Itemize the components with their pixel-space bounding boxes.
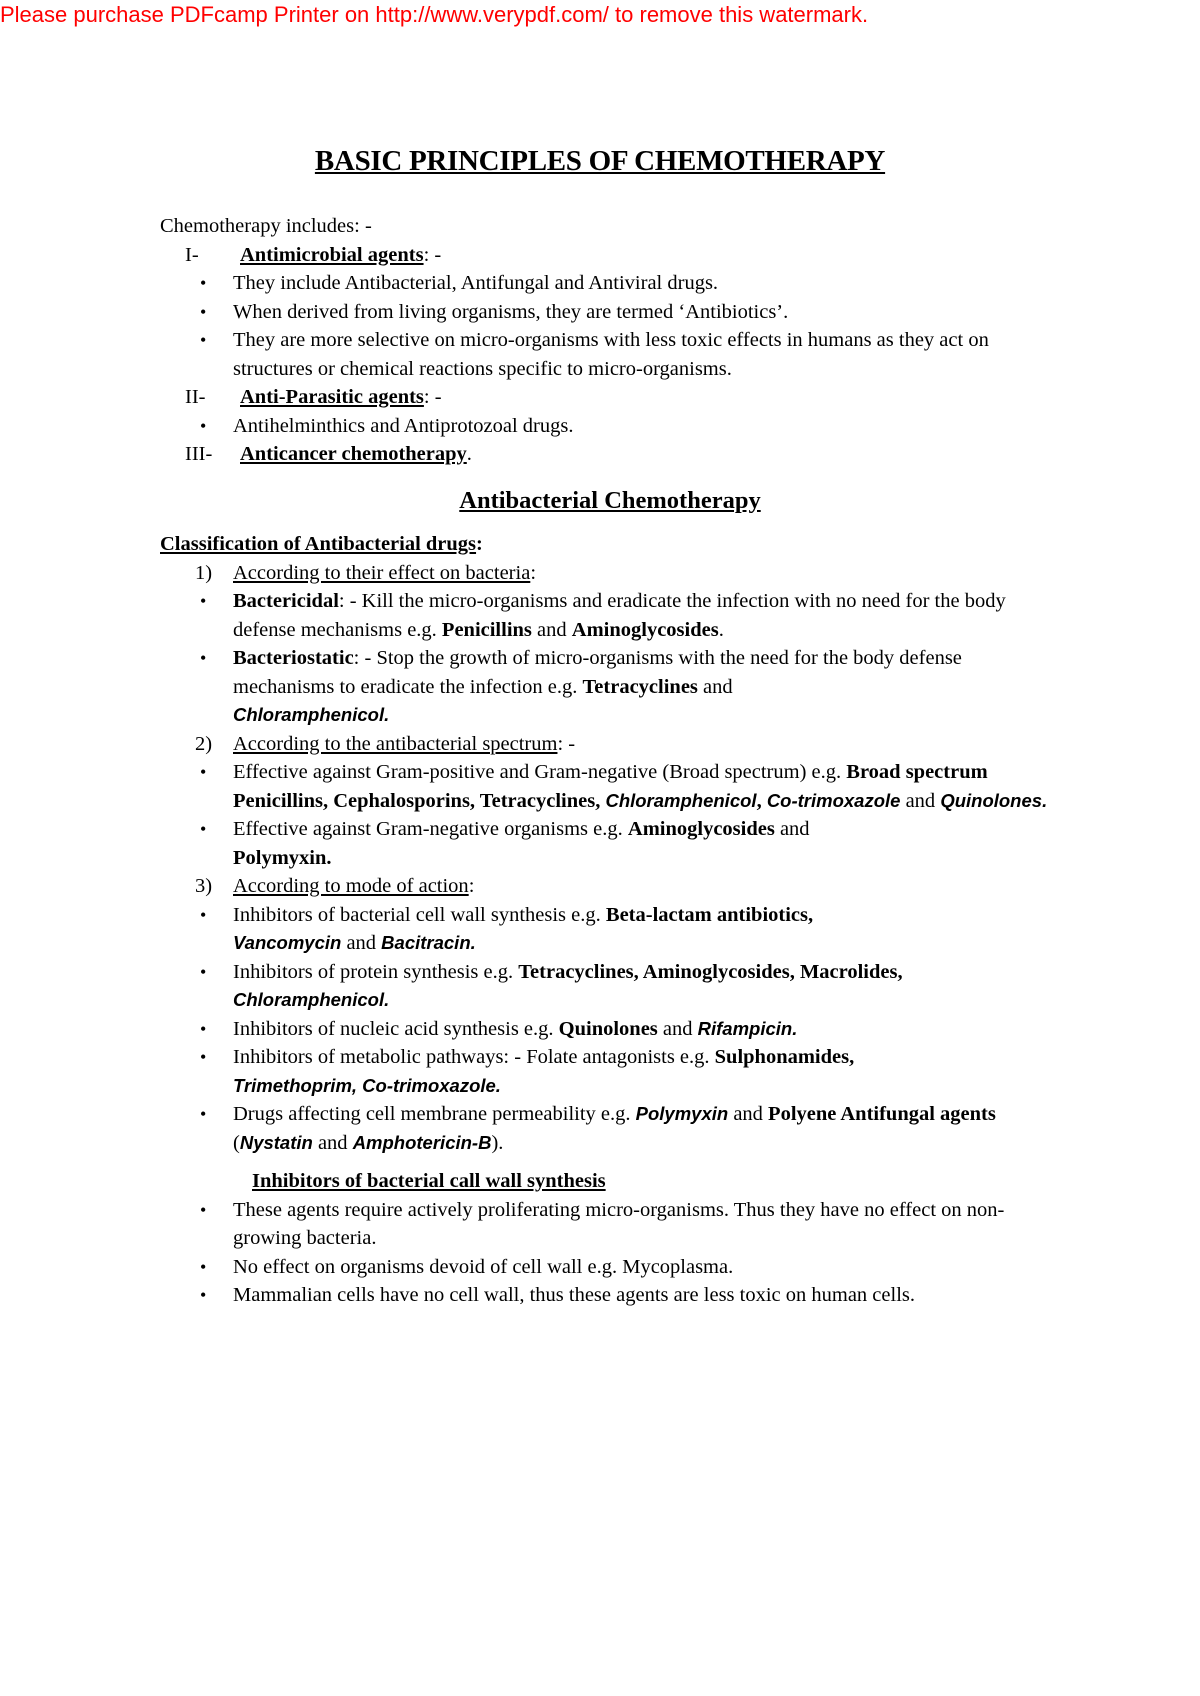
drug: Amphotericin-B xyxy=(352,1131,492,1153)
intro-text: Chemotherapy includes: - xyxy=(160,215,372,237)
list-item-text: They include Antibacterial, Antifungal and Antiviral drugs. xyxy=(233,272,719,294)
item-label: According to the antibacterial spectrum xyxy=(233,732,558,755)
bullet-icon: • xyxy=(200,330,207,350)
list-item-text xyxy=(233,758,1060,815)
list-item-text xyxy=(233,1043,1060,1100)
drug: Bacitracin. xyxy=(381,932,476,953)
item-suffix: : xyxy=(468,875,475,897)
bullet-icon: • xyxy=(200,904,207,925)
term: Bacteriostatic xyxy=(233,647,354,669)
bullet-icon: • xyxy=(200,648,207,668)
text: and xyxy=(657,1017,698,1040)
list-item xyxy=(160,1281,1060,1310)
section-number: III- xyxy=(185,443,213,465)
section-label: Anticancer chemotherapy xyxy=(240,443,467,465)
list-item-text xyxy=(233,1100,1060,1157)
classification-heading xyxy=(160,530,1060,559)
list-item xyxy=(160,326,1060,383)
text: and xyxy=(900,789,941,812)
classification-suffix: : xyxy=(476,533,483,555)
numbered-item-mode xyxy=(160,872,1060,901)
text: , xyxy=(756,789,767,812)
page-title: BASIC PRINCIPLES OF CHEMOTHERAPY xyxy=(314,145,886,177)
list-item-text xyxy=(233,587,1060,644)
list-item-text: No effect on organisms devoid of cell wall e.g. Mycoplasma. xyxy=(233,1255,734,1278)
bullet-icon: • xyxy=(200,762,207,782)
drug: Co-trimoxazole xyxy=(766,789,901,811)
text: : - Stop the growth of micro-organisms with the need for the body defense mechanisms to eradicate the infection e.g. xyxy=(233,647,962,698)
text: ( xyxy=(233,1131,240,1154)
list-item-text: They are more selective on micro-organisms with less toxic effects in humans as they act on structures or chemical reactions specific to micro-organisms. xyxy=(233,329,989,380)
text: Inhibitors of protein synthesis e.g. xyxy=(233,960,519,983)
drug: Polyene Antifungal agents xyxy=(768,1103,996,1125)
list-item xyxy=(160,644,1060,730)
cell-wall-heading-text: Inhibitors of bacterial call wall synthesis xyxy=(252,1170,606,1192)
bullet-icon: • xyxy=(200,415,207,436)
list-item xyxy=(160,1043,1060,1100)
section-antimicrobial xyxy=(160,241,1060,270)
bullet-icon: • xyxy=(200,273,207,293)
list-item xyxy=(160,587,1060,644)
drug: Sulphonamides, xyxy=(714,1046,855,1068)
section-number: II- xyxy=(185,386,206,408)
item-number: 3) xyxy=(195,875,213,897)
text: Effective against Gram-positive and Gram-negative (Broad spectrum) e.g. xyxy=(233,761,847,783)
drug: Aminoglycosides xyxy=(571,618,719,641)
list-item-text xyxy=(233,644,1060,730)
term: Bactericidal xyxy=(233,590,339,612)
drug: Nystatin xyxy=(239,1131,313,1153)
item-suffix: : xyxy=(530,561,537,584)
list-item-text: Mammalian cells have no cell wall, thus these agents are less toxic on human cells. xyxy=(233,1284,915,1306)
list-item xyxy=(160,958,1060,1015)
text: ). xyxy=(491,1131,504,1154)
list-item xyxy=(160,901,1060,958)
drug: Tetracyclines, Aminoglycosides, Macrolides, xyxy=(518,960,903,983)
bullet-icon: • xyxy=(200,301,207,322)
section-suffix: : - xyxy=(423,243,442,266)
list-item xyxy=(160,815,1060,872)
section-suffix: : - xyxy=(423,386,442,408)
bullet-icon: • xyxy=(200,1256,207,1277)
text: Inhibitors of bacterial cell wall synthesis e.g. xyxy=(233,903,606,926)
list-item xyxy=(160,269,1060,298)
cell-wall-heading xyxy=(160,1167,1060,1196)
drug: Chloramphenicol xyxy=(605,789,757,811)
list-item-text: These agents require actively proliferating micro-organisms. Thus they have no effect on non-growing bacteria. xyxy=(233,1198,1005,1249)
drug: Trimethoprim, Co-trimoxazole. xyxy=(233,1074,501,1096)
text: Inhibitors of metabolic pathways: - Folate antagonists e.g. xyxy=(233,1046,715,1068)
section-label: Antimicrobial agents xyxy=(240,243,424,266)
bullet-icon: • xyxy=(200,961,207,982)
bullet-icon: • xyxy=(200,1285,207,1305)
list-item xyxy=(160,1196,1060,1253)
text: and xyxy=(531,618,572,641)
drug: Quinolones xyxy=(558,1017,658,1040)
item-number: 2) xyxy=(195,732,213,755)
list-item xyxy=(160,1253,1060,1282)
text: and xyxy=(774,818,810,840)
list-item xyxy=(160,1100,1060,1157)
section-anticancer xyxy=(160,440,1060,469)
section-suffix: . xyxy=(466,443,472,465)
item-label: According to their effect on bacteria xyxy=(233,561,531,584)
watermark-text: Please purchase PDFcamp Printer on http://www.verypdf.com/ to remove this watermark. xyxy=(0,2,869,27)
list-item-text: Antihelminthics and Antiprotozoal drugs. xyxy=(233,414,574,437)
bullet-icon: • xyxy=(200,1199,207,1220)
list-item xyxy=(160,298,1060,327)
bullet-icon: • xyxy=(200,1018,207,1039)
drug: Chloramphenicol. xyxy=(233,704,390,725)
text: and xyxy=(697,675,733,698)
drug: Broad spectrum Penicillins, Cephalosporins, Tetracyclines, xyxy=(233,761,988,812)
text: . xyxy=(718,618,724,641)
bullet-icon: • xyxy=(200,1104,207,1124)
document-body xyxy=(160,212,1060,1310)
text: and xyxy=(312,1131,353,1154)
list-item-text xyxy=(233,901,1060,958)
drug: Chloramphenicol. xyxy=(233,989,390,1010)
drug: Polymyxin xyxy=(635,1103,729,1124)
text: : - Kill the micro-organisms and eradicate the infection with no need for the body defense mechanisms e.g. xyxy=(233,590,1006,641)
list-item xyxy=(160,1015,1060,1044)
section-antiparasitic xyxy=(160,383,1060,412)
list-item xyxy=(160,412,1060,441)
bullet-icon: • xyxy=(200,819,207,839)
drug: Beta-lactam antibiotics, xyxy=(605,903,814,926)
item-number: 1) xyxy=(195,561,213,584)
list-item-text xyxy=(233,1015,1060,1044)
text: Inhibitors of nucleic acid synthesis e.g. xyxy=(233,1017,559,1040)
drug: Aminoglycosides xyxy=(627,818,775,840)
item-label: According to mode of action xyxy=(233,875,469,897)
drug: Polymyxin. xyxy=(233,846,332,869)
bullet-icon: • xyxy=(200,1047,207,1067)
drug: Quinolones. xyxy=(940,789,1048,811)
list-item xyxy=(160,758,1060,815)
text: and xyxy=(728,1103,769,1125)
drug: Tetracyclines xyxy=(582,675,698,698)
section-label: Anti-Parasitic agents xyxy=(240,386,424,408)
text: and xyxy=(341,932,382,954)
list-item-text xyxy=(233,815,1060,872)
drug: Vancomycin xyxy=(233,932,342,953)
numbered-item-effect xyxy=(160,559,1060,588)
drug: Penicillins xyxy=(441,618,532,641)
list-item-text: When derived from living organisms, they are termed ‘Antibiotics’. xyxy=(233,300,789,323)
item-suffix: : - xyxy=(557,732,576,755)
numbered-item-spectrum xyxy=(160,730,1060,759)
list-item-text xyxy=(233,958,1060,1015)
classification-label: Classification of Antibacterial drugs xyxy=(160,533,477,555)
antibacterial-heading: Antibacterial Chemotherapy xyxy=(459,486,761,514)
section-number: I- xyxy=(185,243,199,266)
text: Drugs affecting cell membrane permeability e.g. xyxy=(233,1103,636,1125)
drug: Rifampicin. xyxy=(697,1017,798,1039)
bullet-icon: • xyxy=(200,591,207,611)
text: Effective against Gram-negative organisms e.g. xyxy=(233,818,628,840)
